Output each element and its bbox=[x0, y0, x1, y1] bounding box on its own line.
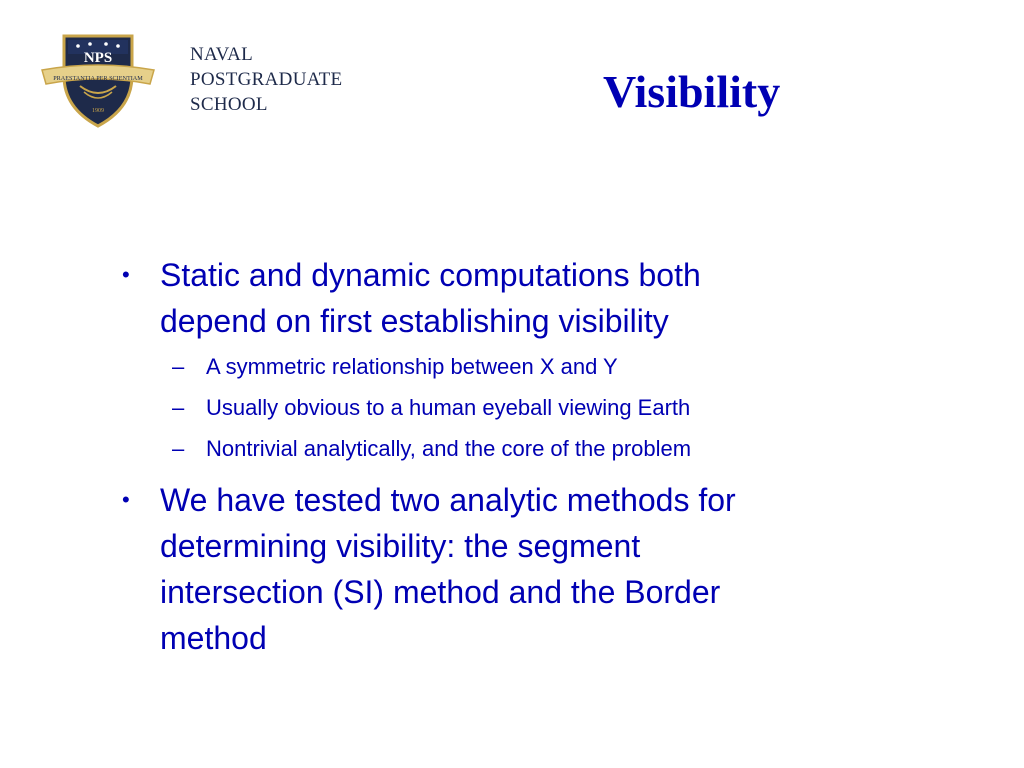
slide-title: Visibility bbox=[603, 66, 781, 117]
sub-bullet-item bbox=[120, 387, 900, 428]
sub-bullet-item bbox=[120, 428, 900, 469]
bullet-line: depend on first establishing visibility bbox=[160, 303, 669, 339]
bullet-line: We have tested two analytic methods for bbox=[160, 482, 736, 518]
dash-icon: – bbox=[172, 436, 185, 461]
sub-bullet-text: Nontrivial analytically, and the core of the problem bbox=[206, 436, 692, 461]
bullet-item bbox=[120, 252, 900, 344]
bullet-item bbox=[120, 477, 900, 661]
sub-bullet-text: A symmetric relationship between X and Y bbox=[206, 354, 618, 379]
logo-wordmark bbox=[190, 42, 342, 117]
dash-icon: – bbox=[172, 354, 185, 379]
dash-icon: – bbox=[172, 395, 185, 420]
sub-bullet-text: Usually obvious to a human eyeball viewing Earth bbox=[206, 395, 691, 420]
crest-initials: NPS bbox=[83, 50, 113, 66]
crest-year: 1909 bbox=[92, 108, 104, 114]
bullet-dot-icon: • bbox=[122, 262, 130, 287]
nps-logo bbox=[38, 30, 368, 130]
logo-line-school: SCHOOL bbox=[190, 94, 268, 115]
slide-body bbox=[120, 252, 900, 661]
sub-bullet-list bbox=[120, 346, 900, 469]
logo-line-naval: NAVAL bbox=[190, 44, 254, 65]
bullet-line: method bbox=[160, 620, 267, 656]
bullet-line: intersection (SI) method and the Border bbox=[160, 574, 721, 610]
sub-bullet-item bbox=[120, 346, 900, 387]
logo-line-postgraduate: POSTGRADUATE bbox=[190, 69, 343, 90]
crest-motto: PRAESTANTIA PER SCIENTIAM bbox=[53, 75, 143, 82]
bullet-line: determining visibility: the segment bbox=[160, 528, 641, 564]
nps-crest-icon bbox=[38, 30, 158, 130]
bullet-line: Static and dynamic computations both bbox=[160, 257, 701, 293]
bullet-dot-icon: • bbox=[122, 487, 130, 512]
